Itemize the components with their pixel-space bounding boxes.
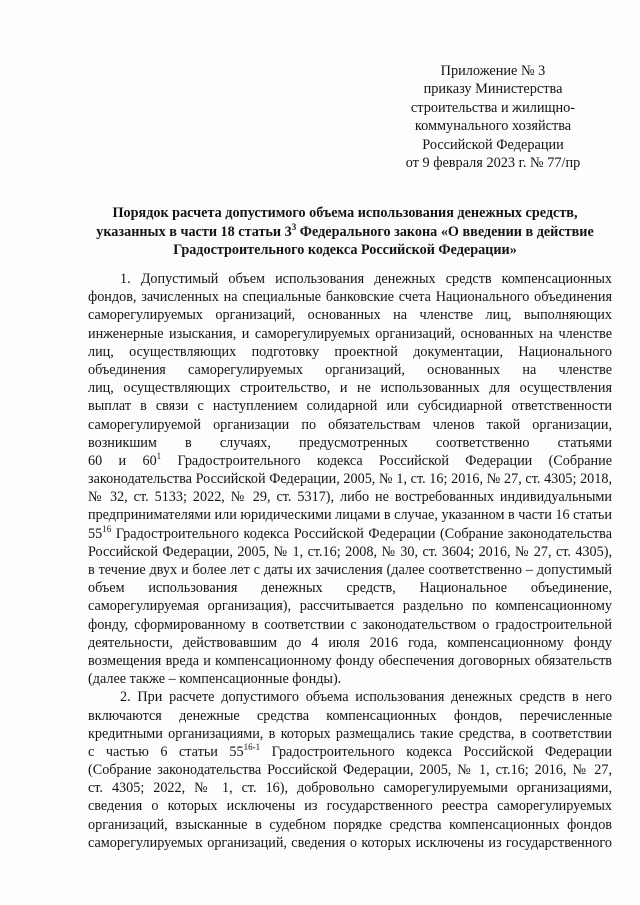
text-line: инженерные изыскания, и саморегулируемых организаций, основанных на членстве	[88, 325, 612, 342]
text-line: саморегулируемых организаций, основанных на членстве лиц, выполняющих	[88, 307, 612, 324]
text-line: лиц, осуществляющих строительство, и не использованных для осуществления	[88, 380, 612, 397]
text-line: $55^{16}$ Градостроительного кодекса Российской Федерации (Собрание законодательства	[88, 523, 612, 542]
title-line: Порядок расчета допустимого объема использования денежных средств,	[112, 205, 578, 221]
appendix-line: Приложение № 3	[440, 63, 546, 79]
text-line: сведения о которых исключены из государственного реестра саморегулируемых	[88, 798, 612, 815]
appendix-line: строительства и жилищно-	[410, 99, 576, 116]
document-body	[88, 270, 612, 852]
text-line: саморегулируемая организация), рассчитывается раздельно по компенсационному	[88, 598, 612, 615]
text-line: саморегулируемой организации по обязательствам членов такой организации,	[88, 416, 612, 433]
text-line: № 32, ст. 5133; 2022, № 29, ст. 5317), либо не востребованных индивидуальными	[88, 489, 612, 506]
text-line: объем использования денежных средств, Национальное объединение,	[88, 580, 612, 597]
text-line: (далее также – компенсационные фонды).	[88, 671, 342, 688]
appendix-header	[388, 62, 598, 172]
text-line: фонду, сформированному в соответствии с законодательством о градостроительной	[88, 616, 612, 633]
text-line: включаются денежные средства компенсационных фондов, перечисленные	[88, 707, 612, 724]
text-line: саморегулируемых организаций, сведения о которых исключены из государственного	[88, 834, 612, 851]
text-line: 60 и $60^1$ Градостроительного кодекса Российской Федерации (Собрание	[88, 450, 612, 469]
text-line: фондов, зачисленных на специальные банковские счета Национального объединения	[88, 289, 612, 306]
title-line: указанных в части 18 статьи $3^3$ Федерального закона «О введении в действие	[96, 221, 594, 240]
text-line: 2. При расчете допустимого объема использования денежных средств в него	[120, 689, 612, 706]
text-line: возмещения вреда и компенсационному фонду обеспечения договорных обязательств	[88, 652, 612, 669]
appendix-line: Российской Федерации	[422, 136, 564, 153]
text-line: лиц, осуществляющих подготовку проектной документации, Национального	[88, 343, 612, 360]
title-line: Градостроительного кодекса Российской Федерации»	[173, 242, 517, 259]
text-line: организаций, взысканные в судебном порядке средства компенсационных фондов	[88, 816, 612, 833]
text-line: предпринимателями или юридическими лицами в случае, указанном в части 16 статьи	[88, 507, 612, 524]
paragraph-1	[88, 270, 612, 688]
text-line: деятельности, действовавшим до 4 июля 2016 года, компенсационному фонду	[88, 634, 612, 651]
text-line: Российской Федерации, 2005, № 1, ст.16; 2008, № 30, ст. 3604; 2016, № 27, ст. 4305),	[88, 543, 612, 560]
appendix-line: от 9 февраля 2023 г. № 77/пр	[405, 155, 581, 172]
appendix-line: коммунального хозяйства	[414, 118, 572, 135]
text-line: в течение двух и более лет с даты их зачисления (далее соответственно – допустимый	[88, 562, 612, 578]
text-line: с частью 6 статьи 55$^{16-1}$ Градостроительного кодекса Российской Федерации	[88, 741, 612, 760]
text-line: возникшим в случаях, предусмотренных соответственно статьями	[88, 434, 612, 451]
text-line: (Собрание законодательства Российской Федерации, 2005, № 1, ст.16; 2016, № 27,	[88, 762, 612, 779]
text-line: 1. Допустимый объем использования денежных средств компенсационных	[120, 271, 612, 287]
text-line: ст. 4305; 2022, № 1, ст. 16), добровольно саморегулируемыми организациями,	[88, 780, 612, 797]
paragraph-2	[88, 688, 612, 852]
document-title	[76, 204, 614, 260]
appendix-line: приказу Министерства	[423, 81, 563, 98]
text-line: объединения саморегулируемых организаций, основанных на членстве	[88, 361, 612, 378]
text-line: законодательства Российской Федерации, 2005, № 1, ст. 16; 2016, № 27, ст. 4305; 2018,	[88, 471, 612, 488]
text-line: кредитными организациями, в которых размещались такие средства, в соответствии	[88, 725, 612, 742]
text-line: выплат в связи с наступлением солидарной или субсидиарной ответственности	[88, 398, 612, 415]
